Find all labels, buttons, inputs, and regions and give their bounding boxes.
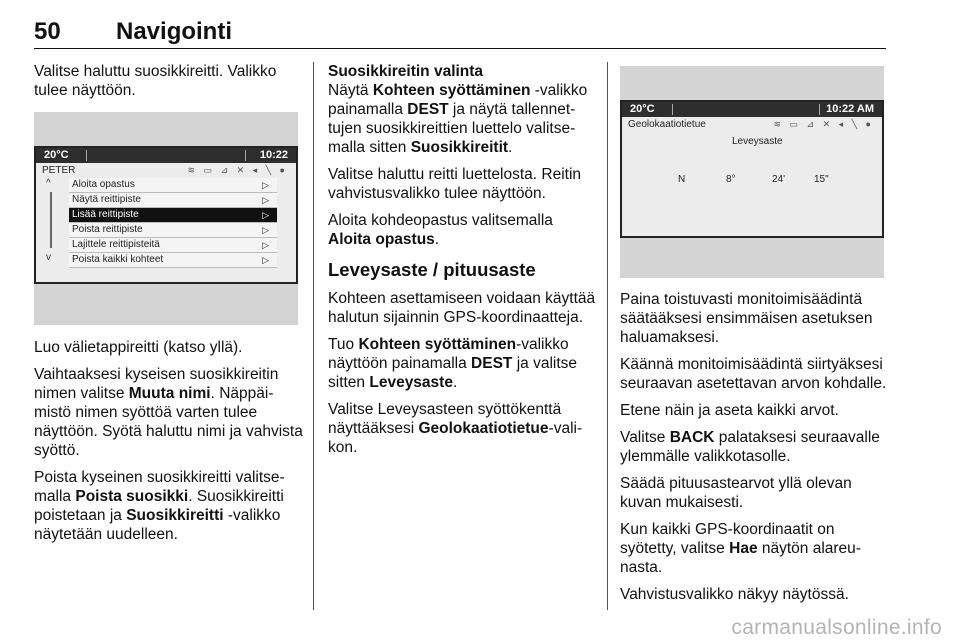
section-heading: Leveysaste / pituusaste [328,259,536,280]
menu-item-label: Aloita opastus [72,179,135,190]
paragraph: Säädä pituusastearvot yllä olevan kuvan mukaisesti. [620,475,852,511]
chevron-right-icon: ▷ [262,180,269,190]
coordinate-direction[interactable]: N [678,174,686,185]
coordinate-minutes[interactable]: 24' [772,174,786,185]
menu-item-label: Poista reittipiste [72,224,143,235]
screenshot-geolocation-record [620,66,884,278]
divider [245,150,246,161]
menu-item[interactable] [69,238,277,253]
chevron-right-icon: ▷ [262,240,269,250]
paragraph: Valitse haluttu suosikkireitti. Valikko tulee näyttöön. [34,63,277,99]
paragraph: Kun kaikki GPS-koordinaatit on syötetty, valitse Hae näytön alareunasta. [620,521,861,576]
coordinate-degrees[interactable]: 8° [726,174,736,185]
scrollbar[interactable] [48,178,54,268]
paragraph: Vaihtaaksesi kyseisen suosikkireitin nimen valitse Muuta nimi. Näppäimistö nimen syöttöä varten tulee näyttöön. Syötä haluttu nimi ja vahvista syöttö. [34,366,303,459]
clock: 10:22 [259,149,288,161]
page-number: 50 [34,18,61,45]
paragraph: Kohteen asettamiseen voidaan käyttää halutun sijainnin GPS-koordinaatteja. [328,290,596,326]
paragraph: Valitse Leveysasteen syöttökenttä näyttääksesi Geolokaatiotietue-valikon. [328,401,583,456]
menu-item[interactable] [69,178,277,193]
status-bar [36,148,296,163]
paragraph: Valitse BACK palataksesi seuraavalle ylemmälle valikkotasolle. [620,429,880,465]
menu-item-label: Lajittele reittipisteitä [72,239,160,250]
divider [819,104,820,115]
column-middle [328,62,596,465]
screen-subheading: Geolokaatiotietue [628,119,706,130]
coordinate-seconds[interactable]: 15" [814,174,829,185]
status-icons: ≋ ▭ ⊿ ✕ ◂ ╲ ● [773,119,874,129]
scroll-track [50,192,52,248]
paragraph: Aloita kohdeopastus valitsemalla Aloita opastus. [328,212,553,248]
section-heading: Suosikkireitin valinta [328,63,484,80]
chevron-right-icon: ▷ [262,210,269,220]
menu-item-selected[interactable] [69,208,277,223]
infotainment-screen [34,146,298,284]
paragraph: Paina toistuvasti monitoimisäädintä säätääksesi ensimmäisen asetuksen haluamaksesi. [620,291,873,346]
status-bar [622,102,882,117]
column-divider [313,62,314,610]
temperature: 20°C [630,103,655,115]
screen-subheading: PETER [42,165,76,176]
paragraph: Tuo Kohteen syöttäminen-valikko näyttöön painamalla DEST ja valitse sitten Leveysaste. [328,336,578,391]
column-right [620,290,888,612]
menu-item[interactable] [69,253,277,268]
paragraph: Vahvistusvalikko näkyy näytössä. [620,586,849,603]
paragraph: Näytä Kohteen syöttäminen -valikko painamalla DEST ja näytä tallennettujen suosikkireittien luettelo valitsemalla sitten Suosikkireitit. [328,82,588,156]
page-header [34,18,886,49]
screenshot-favourite-route-menu [34,112,298,325]
paragraph: Etene näin ja aseta kaikki arvot. [620,402,839,419]
chevron-right-icon: ▷ [262,255,269,265]
chevron-right-icon: ▷ [262,225,269,235]
field-label: Leveysaste [732,136,783,147]
temperature: 20°C [44,149,69,161]
chevron-right-icon: ▷ [262,195,269,205]
scroll-up-icon[interactable]: ^ [46,178,51,189]
paragraph: Valitse haluttu reitti luettelosta. Reitin vahvistusvalikko tulee näyttöön. [328,166,582,202]
scroll-down-icon[interactable]: v [46,252,51,263]
menu-item-label: Poista kaikki kohteet [72,254,164,265]
watermark: carmanualsonline.info [731,616,942,639]
menu-item-label: Näytä reittipiste [72,194,141,205]
column-divider [607,62,608,610]
menu-item[interactable] [69,193,277,208]
menu-item[interactable] [69,223,277,238]
menu-item-label: Lisää reittipiste [72,209,139,220]
divider [86,150,87,161]
page-title: Navigointi [116,18,233,45]
column-left [34,62,304,108]
paragraph: Käännä monitoimisäädintä siirtyäksesi seuraavan asetettavan arvon kohdalle. [620,356,887,392]
infotainment-screen [620,100,884,238]
paragraph: Poista kyseinen suosikkireitti valitsemalla Poista suosikki. Suosikkireitti poistetaan ja Suosikkireitti -valikko näytetään uudelleen. [34,469,285,543]
status-icons: ≋ ▭ ⊿ ✕ ◂ ╲ ● [187,165,288,175]
clock: 10:22 AM [826,103,874,115]
divider [672,104,673,115]
paragraph: Luo välietappireitti (katso yllä). [34,339,243,356]
menu-list [69,178,277,268]
column-left-lower [34,338,304,552]
